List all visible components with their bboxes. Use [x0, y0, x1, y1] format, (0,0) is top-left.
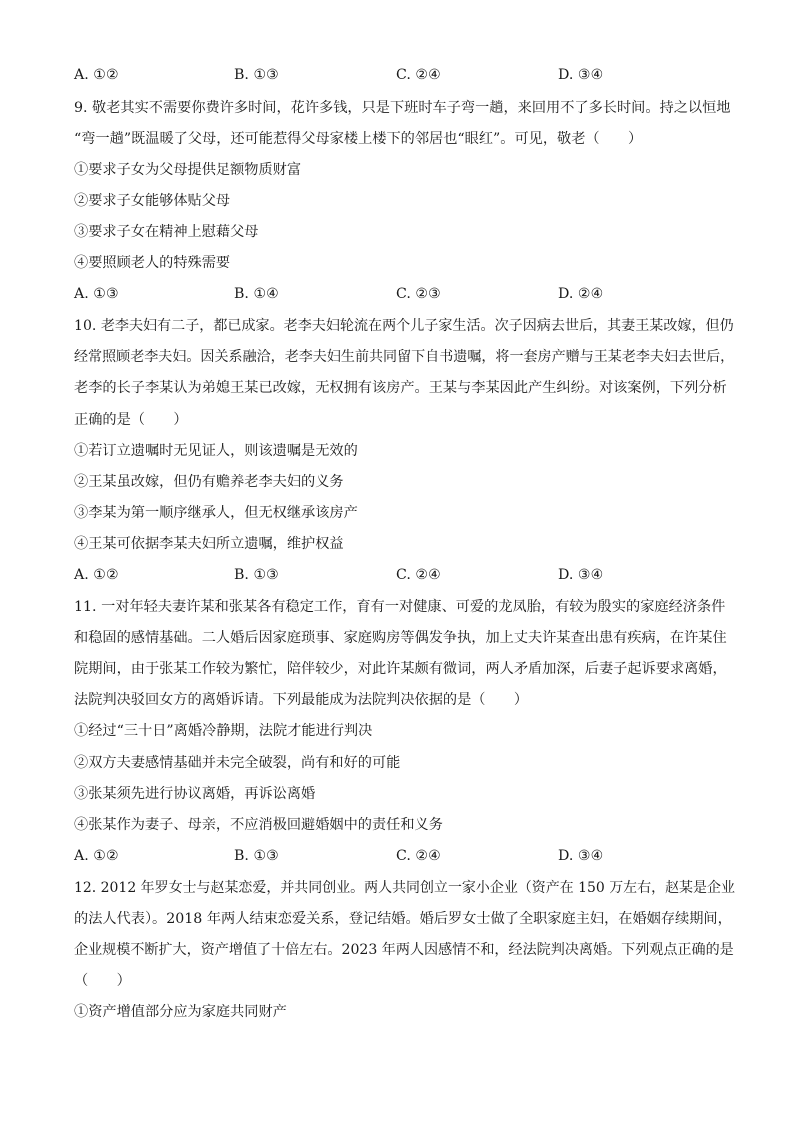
statement-4: ④要照顾老人的特殊需要	[74, 255, 231, 271]
option-d: D. ②④	[558, 286, 604, 302]
option-b: B. ①④	[234, 286, 279, 302]
option-c: C. ②④	[396, 848, 441, 864]
statement-2: ②双方夫妻感情基础并未完全破裂，尚有和好的可能	[74, 755, 401, 771]
option-d: D. ③④	[558, 567, 604, 583]
option-d: D. ③④	[558, 848, 604, 864]
statement-4: ④王某可依据李某夫妇所立遗嘱，维护权益	[74, 536, 344, 552]
option-a: A. ①③	[74, 286, 119, 302]
question-11-stem: 法院判决驳回女方的离婚诉请。下列最能成为法院判决依据的是（ ）	[74, 692, 529, 708]
option-c: C. ②④	[396, 567, 441, 583]
statement-1: ①若订立遗嘱时无见证人，则该遗嘱是无效的	[74, 443, 358, 459]
answer-options-q8	[74, 65, 734, 85]
question-12-stem: （ ）	[74, 973, 131, 989]
question-9-stem: 9. 敬老其实不需要你费许多时间，花许多钱，只是下班时车子弯一趟，来回用不了多长时间。持之以恒地	[74, 100, 731, 116]
option-d: D. ③④	[558, 67, 604, 83]
statement-3: ③李某为第一顺序继承人，但无权继承该房产	[74, 505, 358, 521]
option-b: B. ①③	[234, 567, 279, 583]
question-10-stem: 老李的长子李某认为弟媳王某已改嫁，无权拥有该房产。王某与李某因此产生纠纷。对该案例，下列分析	[74, 380, 727, 396]
option-c: C. ②③	[396, 286, 441, 302]
question-10-stem: 经常照顾老李夫妇。因关系融洽，老李夫妇生前共同留下自书遗嘱，将一套房产赠与王某老李夫妇去世后，	[74, 349, 735, 365]
question-10-stem: 10. 老李夫妇有二子，都已成家。老李夫妇轮流在两个儿子家生活。次子因病去世后，其妻王某改嫁，但仍	[74, 318, 734, 334]
option-b: B. ①③	[234, 848, 279, 864]
option-a: A. ①②	[74, 67, 119, 83]
statement-3: ③要求子女在精神上慰藉父母	[74, 224, 259, 240]
question-10-stem: 正确的是（ ）	[74, 412, 188, 428]
question-9-stem: “弯一趟”既温暖了父母，还可能惹得父母家楼上楼下的邻居也“眼红”。可见，敬老（ ）	[74, 131, 643, 147]
question-12-stem: 的法人代表）。2018 年两人结束恋爱关系，登记结婚。婚后罗女士做了全职家庭主妇，在婚姻存续期间，	[74, 911, 732, 927]
statement-2: ②王某虽改嫁，但仍有赡养老李夫妇的义务	[74, 474, 344, 490]
statement-1: ①经过“三十日”离婚冷静期，法院才能进行判决	[74, 723, 373, 739]
answer-options-q10	[74, 565, 734, 585]
statement-4: ④张某作为妻子、母亲，不应消极回避婚姻中的责任和义务	[74, 817, 443, 833]
option-c: C. ②④	[396, 67, 441, 83]
answer-options-q11	[74, 846, 734, 866]
option-a: A. ①②	[74, 848, 119, 864]
statement-2: ②要求子女能够体贴父母	[74, 193, 231, 209]
question-12-stem: 12. 2012 年罗女士与赵某恋爱，并共同创业。两人共同创立一家小企业（资产在 150 万左右，赵某是企业	[74, 880, 735, 896]
question-11-stem: 院期间，由于张某工作较为繁忙，陪伴较少，对此许某颇有微词，两人矛盾加深，后妻子起诉要求离婚，	[74, 661, 727, 677]
question-12-stem: 企业规模不断扩大，资产增值了十倍左右。2023 年两人因感情不和，经法院判决离婚。下列观点正确的是	[74, 942, 734, 958]
option-a: A. ①②	[74, 567, 119, 583]
question-11-stem: 11. 一对年轻夫妻许某和张某各有稳定工作，育有一对健康、可爱的龙凤胎，有较为殷实的家庭经济条件	[74, 599, 726, 615]
statement-1: ①资产增值部分应为家庭共同财产	[74, 1004, 287, 1020]
answer-options-q9	[74, 284, 734, 304]
question-11-stem: 和稳固的感情基础。二人婚后因家庭琐事、家庭购房等偶发争执，加上丈夫许某查出患有疾病，在许某住	[74, 630, 727, 646]
option-b: B. ①③	[234, 67, 279, 83]
statement-1: ①要求子女为父母提供足额物质财富	[74, 162, 302, 178]
statement-3: ③张某须先进行协议离婚，再诉讼离婚	[74, 786, 316, 802]
